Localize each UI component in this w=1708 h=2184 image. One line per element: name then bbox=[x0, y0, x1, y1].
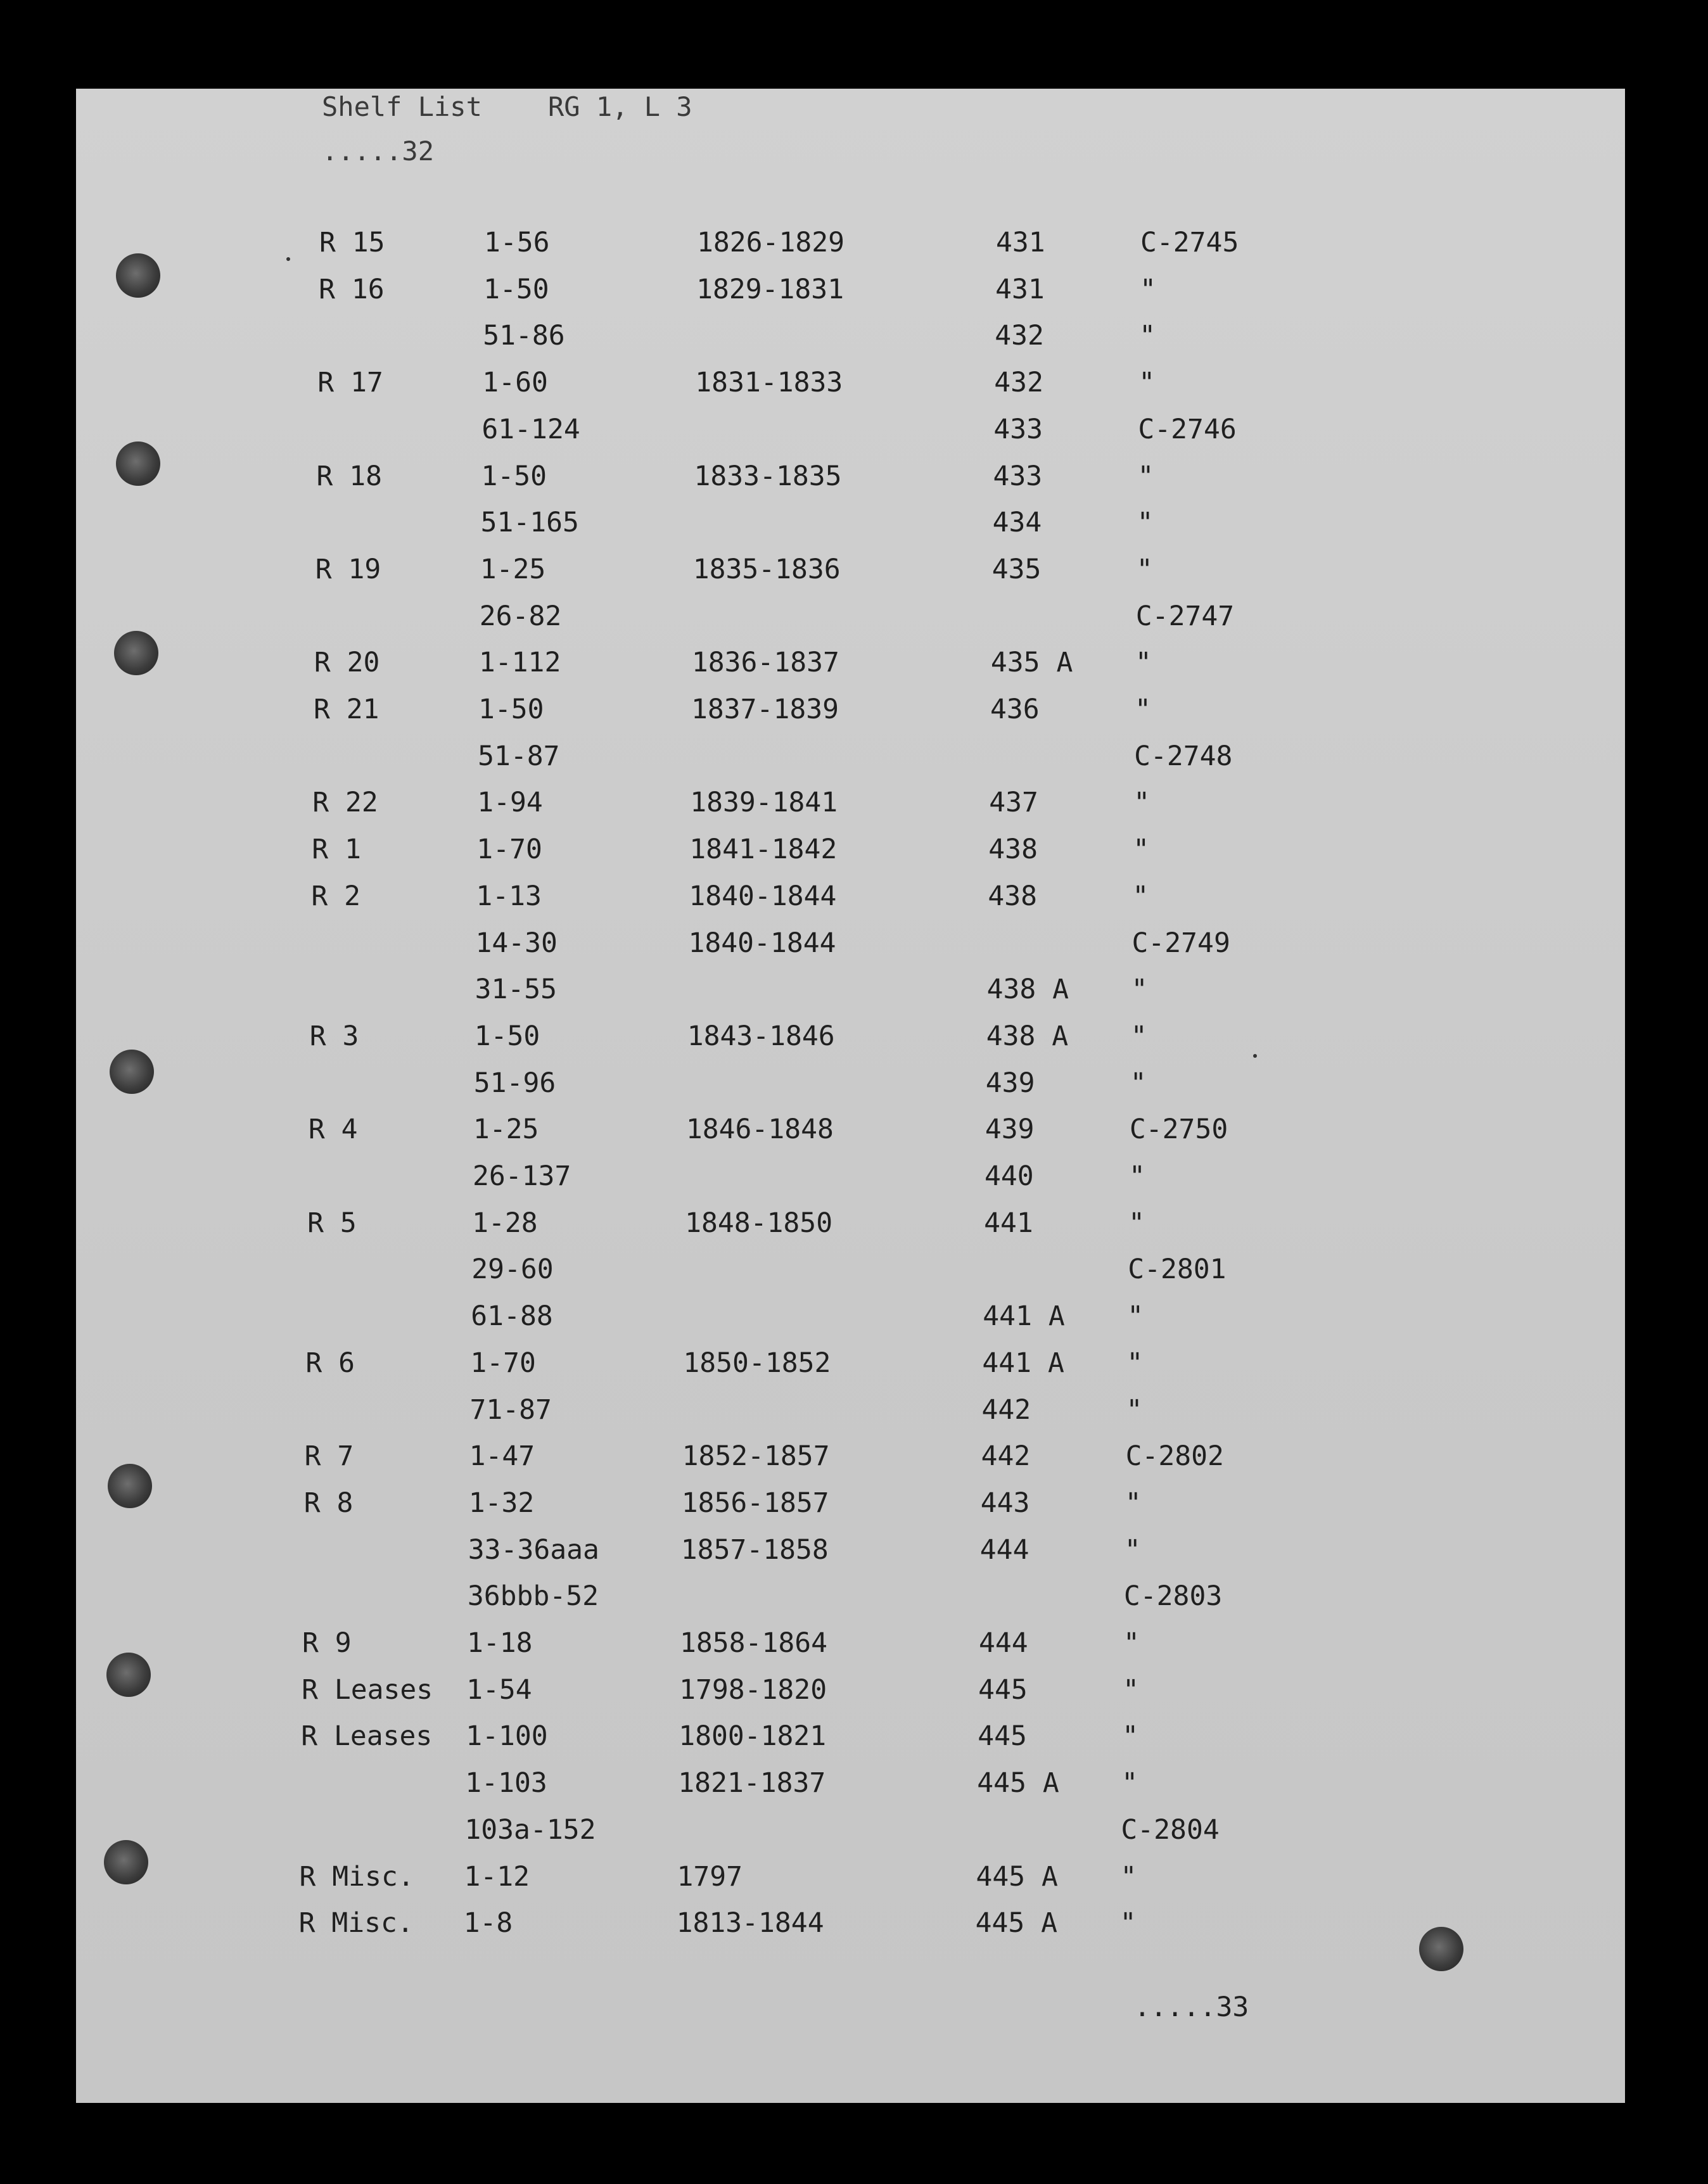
cell-reel: " bbox=[1126, 1347, 1144, 1379]
cell-range: 1-18 bbox=[467, 1627, 533, 1659]
cell-range: 1-54 bbox=[466, 1673, 532, 1706]
cell-vol: 445 bbox=[978, 1673, 1028, 1706]
cell-dates: 1831-1833 bbox=[695, 367, 843, 399]
cell-range: 1-25 bbox=[473, 1114, 539, 1146]
cell-dates: 1848-1850 bbox=[685, 1207, 833, 1239]
cell-vol: 438 A bbox=[986, 974, 1069, 1006]
cell-reel: C-2746 bbox=[1138, 413, 1237, 445]
cell-vol: 431 bbox=[995, 273, 1045, 305]
cell-dates: 1826-1829 bbox=[697, 227, 844, 258]
cell-dates: 1858-1864 bbox=[680, 1627, 827, 1659]
cell-range: 1-70 bbox=[476, 834, 542, 866]
cell-series: R 22 bbox=[312, 787, 378, 819]
cell-series: R Leases bbox=[301, 1720, 433, 1753]
punch-hole bbox=[114, 631, 158, 675]
cell-reel: " bbox=[1130, 1067, 1147, 1099]
cell-dates: 1833-1835 bbox=[694, 460, 842, 492]
cell-series: R 19 bbox=[315, 553, 381, 585]
ink-speck bbox=[286, 257, 290, 261]
cell-dates: 1797 bbox=[677, 1860, 743, 1893]
cell-reel: " bbox=[1128, 1207, 1145, 1239]
cell-reel: " bbox=[1124, 1533, 1141, 1566]
cell-dates: 1821-1837 bbox=[678, 1767, 826, 1800]
cell-reel: " bbox=[1131, 974, 1148, 1006]
cell-range: 51-86 bbox=[483, 320, 565, 352]
punch-hole bbox=[104, 1840, 148, 1884]
cell-reel: " bbox=[1125, 1487, 1142, 1519]
cell-dates: 1835-1836 bbox=[692, 553, 841, 585]
cell-vol: 444 bbox=[979, 1627, 1028, 1659]
cell-vol: 441 bbox=[984, 1207, 1033, 1239]
cell-range: 1-28 bbox=[472, 1207, 538, 1239]
cell-reel: " bbox=[1123, 1673, 1139, 1706]
cell-range: 1-50 bbox=[481, 460, 547, 492]
document-page bbox=[76, 89, 1625, 2103]
cell-series: R 21 bbox=[314, 694, 379, 725]
cell-dates: 1829-1831 bbox=[696, 273, 844, 305]
cell-series: R 16 bbox=[319, 273, 385, 305]
cell-range: 61-88 bbox=[471, 1300, 553, 1333]
cell-range: 1-50 bbox=[474, 1020, 540, 1052]
cell-range: 1-32 bbox=[468, 1487, 535, 1519]
cell-range: 1-70 bbox=[470, 1347, 536, 1379]
cell-range: 14-30 bbox=[475, 927, 558, 959]
cell-vol: 445 A bbox=[975, 1907, 1058, 1940]
cell-series: R 17 bbox=[317, 367, 383, 399]
cell-range: 71-87 bbox=[469, 1394, 552, 1426]
cell-vol: 439 bbox=[985, 1067, 1035, 1099]
punch-hole bbox=[106, 1653, 151, 1697]
cell-range: 1-56 bbox=[484, 227, 550, 258]
cell-reel: " bbox=[1140, 273, 1156, 305]
cell-reel: " bbox=[1129, 1160, 1145, 1192]
cell-reel: " bbox=[1135, 694, 1151, 725]
cell-vol: 445 bbox=[978, 1720, 1027, 1753]
cell-series: R 7 bbox=[304, 1440, 354, 1473]
cell-vol: 436 bbox=[990, 694, 1040, 725]
cell-dates: 1843-1846 bbox=[687, 1020, 835, 1052]
cell-vol: 435 bbox=[991, 553, 1042, 585]
cell-reel: " bbox=[1133, 787, 1150, 819]
cell-dates: 1840-1844 bbox=[688, 927, 836, 959]
cell-reel: " bbox=[1123, 1627, 1140, 1659]
cell-range: 1-94 bbox=[477, 787, 543, 819]
cell-series: R 5 bbox=[307, 1207, 357, 1239]
cell-dates: 1846-1848 bbox=[685, 1114, 834, 1146]
cell-range: 1-25 bbox=[480, 553, 546, 585]
cell-dates: 1852-1857 bbox=[682, 1440, 830, 1473]
cell-range: 33-36aaa bbox=[468, 1533, 599, 1566]
cell-reel: C-2803 bbox=[1123, 1580, 1223, 1613]
cell-vol: 432 bbox=[994, 367, 1043, 399]
cell-dates: 1837-1839 bbox=[691, 694, 839, 725]
cell-range: 31-55 bbox=[475, 974, 558, 1006]
cell-vol: 440 bbox=[985, 1160, 1034, 1192]
cell-reel: C-2802 bbox=[1125, 1440, 1224, 1473]
cell-range: 1-47 bbox=[469, 1440, 535, 1473]
cell-range: 1-100 bbox=[466, 1720, 548, 1753]
cell-range: 51-96 bbox=[473, 1067, 556, 1099]
cell-reel: " bbox=[1137, 507, 1154, 539]
punch-hole bbox=[116, 253, 160, 298]
cell-reel: " bbox=[1120, 1860, 1137, 1893]
cell-vol: 438 bbox=[988, 880, 1038, 912]
cell-reel: " bbox=[1133, 834, 1150, 866]
cell-range: 26-82 bbox=[479, 600, 562, 632]
cell-vol: 445 A bbox=[976, 1860, 1058, 1893]
cell-series: R Leases bbox=[302, 1673, 433, 1706]
cell-vol: 442 bbox=[981, 1440, 1031, 1473]
cell-reel: C-2804 bbox=[1121, 1813, 1220, 1846]
cell-reel: " bbox=[1132, 880, 1149, 912]
cell-vol: 441 A bbox=[983, 1300, 1065, 1333]
cell-series: R 4 bbox=[308, 1114, 358, 1146]
cell-series: R 8 bbox=[303, 1487, 354, 1519]
cell-range: 36bbb-52 bbox=[467, 1580, 599, 1613]
cell-vol: 437 bbox=[989, 787, 1038, 819]
cell-dates: 1840-1844 bbox=[689, 880, 837, 912]
punch-hole bbox=[110, 1050, 154, 1094]
footer-page-next: .....33 bbox=[1134, 1991, 1249, 2023]
cell-reel: C-2747 bbox=[1135, 600, 1235, 632]
cell-range: 103a-152 bbox=[464, 1813, 596, 1846]
cell-vol: 439 bbox=[985, 1114, 1035, 1146]
cell-range: 51-165 bbox=[480, 507, 579, 539]
punch-hole bbox=[108, 1464, 152, 1508]
cell-vol: 433 bbox=[993, 460, 1043, 492]
punch-hole bbox=[116, 441, 160, 486]
cell-reel: " bbox=[1122, 1720, 1139, 1753]
cell-reel: " bbox=[1135, 647, 1152, 679]
cell-reel: " bbox=[1137, 460, 1154, 492]
cell-range: 1-50 bbox=[483, 273, 549, 305]
cell-reel: " bbox=[1139, 320, 1156, 352]
cell-series: R 15 bbox=[319, 227, 385, 258]
cell-reel: C-2749 bbox=[1131, 927, 1230, 959]
header-reference: RG 1, L 3 bbox=[548, 91, 692, 122]
cell-range: 1-13 bbox=[476, 880, 542, 912]
ink-speck bbox=[1253, 1054, 1257, 1058]
cell-reel: " bbox=[1138, 367, 1156, 399]
cell-dates: 1841-1842 bbox=[689, 834, 838, 866]
cell-series: R 6 bbox=[305, 1347, 355, 1379]
cell-reel: C-2801 bbox=[1128, 1254, 1227, 1286]
cell-dates: 1839-1841 bbox=[690, 787, 838, 819]
cell-vol: 435 A bbox=[990, 647, 1073, 679]
cell-vol: 438 A bbox=[986, 1020, 1069, 1052]
cell-range: 61-124 bbox=[481, 413, 580, 445]
cell-series: R 9 bbox=[302, 1627, 352, 1659]
cell-vol: 433 bbox=[993, 413, 1043, 445]
cell-series: R 1 bbox=[312, 834, 361, 866]
cell-dates: 1856-1857 bbox=[681, 1487, 829, 1519]
cell-range: 1-60 bbox=[482, 367, 548, 399]
cell-range: 51-87 bbox=[478, 740, 560, 772]
cell-dates: 1857-1858 bbox=[680, 1533, 829, 1566]
cell-series: R 2 bbox=[311, 880, 361, 912]
cell-reel: C-2748 bbox=[1134, 740, 1233, 772]
cell-range: 26-137 bbox=[473, 1160, 571, 1192]
cell-vol: 441 A bbox=[982, 1347, 1064, 1379]
cell-range: 1-103 bbox=[465, 1767, 547, 1800]
cell-series: R 18 bbox=[316, 460, 383, 492]
cell-reel: " bbox=[1119, 1907, 1137, 1940]
cell-series: R 3 bbox=[309, 1020, 359, 1052]
cell-dates: 1813-1844 bbox=[676, 1907, 824, 1940]
cell-vol: 443 bbox=[980, 1487, 1030, 1519]
cell-series: R Misc. bbox=[298, 1907, 414, 1940]
cell-dates: 1836-1837 bbox=[691, 647, 839, 679]
header-page-prev: .....32 bbox=[322, 136, 435, 167]
cell-range: 1-8 bbox=[463, 1907, 513, 1940]
cell-range: 1-112 bbox=[478, 647, 561, 679]
cell-vol: 432 bbox=[995, 320, 1044, 352]
cell-vol: 438 bbox=[988, 834, 1038, 866]
cell-vol: 445 A bbox=[977, 1767, 1059, 1800]
cell-vol: 442 bbox=[981, 1394, 1031, 1426]
cell-vol: 431 bbox=[996, 227, 1045, 258]
cell-range: 29-60 bbox=[471, 1254, 554, 1286]
cell-reel: " bbox=[1130, 1020, 1147, 1052]
cell-dates: 1800-1821 bbox=[679, 1720, 827, 1753]
cell-range: 1-12 bbox=[464, 1860, 530, 1893]
cell-dates: 1798-1820 bbox=[679, 1673, 827, 1706]
punch-hole bbox=[1419, 1927, 1463, 1971]
cell-range: 1-50 bbox=[478, 694, 544, 725]
cell-vol: 434 bbox=[992, 507, 1042, 539]
cell-reel: " bbox=[1126, 1394, 1143, 1426]
cell-series: R Misc. bbox=[299, 1860, 414, 1893]
cell-vol: 444 bbox=[979, 1533, 1029, 1566]
cell-reel: " bbox=[1136, 553, 1153, 585]
cell-reel: " bbox=[1127, 1300, 1144, 1333]
header-title: Shelf List bbox=[322, 91, 482, 122]
cell-dates: 1850-1852 bbox=[683, 1347, 831, 1379]
cell-reel: C-2745 bbox=[1140, 227, 1239, 258]
cell-reel: C-2750 bbox=[1129, 1114, 1228, 1146]
cell-series: R 20 bbox=[314, 647, 380, 679]
cell-reel: " bbox=[1121, 1767, 1138, 1800]
